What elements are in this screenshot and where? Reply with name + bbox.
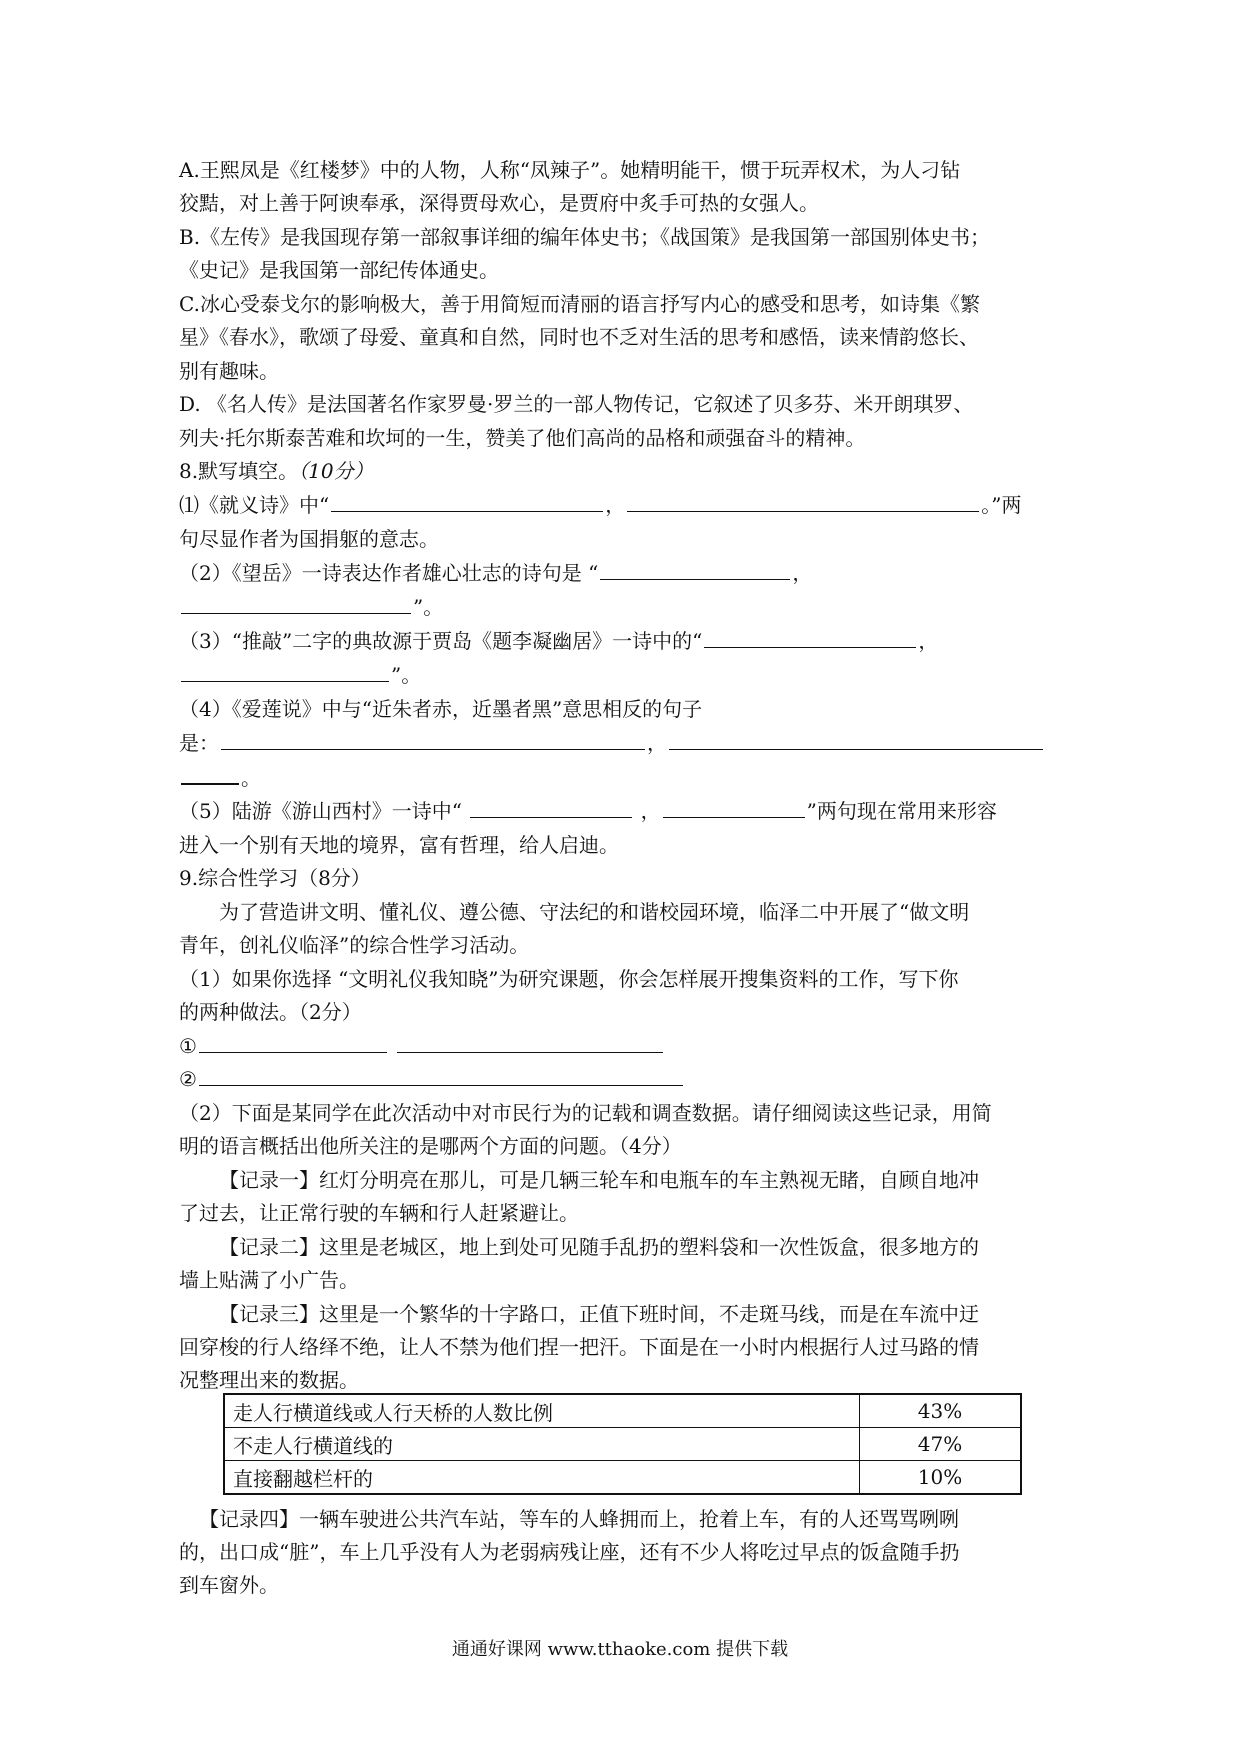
q8-title: [179, 457, 374, 485]
record4-line1: 【记录四】一辆车驶进公共汽车站，等车的人蜂拥而上，抢着上车，有的人还骂骂咧咧: [199, 1507, 959, 1531]
q8-item4-line2: [179, 729, 1045, 757]
record4-line2: 的，出口成“脏”，车上几乎没有人为老弱病残让座，还有不少人将吃过早点的饭盒随手扔: [179, 1540, 960, 1564]
option-a-line1: A.王熙凤是《红楼梦》中的人物，人称“凤辣子”。她精明能干，惯于玩弄权术，为人刁钻: [179, 158, 961, 182]
q8-item5-blank1[interactable]: [470, 797, 632, 818]
table-row: [224, 1394, 1021, 1428]
table-cell-value: 43%: [860, 1394, 1022, 1428]
option-a-line2: 狡黠，对上善于阿谀奉承，深得贾母欢心，是贾府中炙手可热的女强人。: [179, 191, 819, 215]
table-cell-label: 走人行横道线或人行天桥的人数比例: [224, 1394, 860, 1428]
q9-intro-line1: 为了营造讲文明、懂礼仪、遵公德、守法纪的和谐校园环境，临泽二中开展了“做文明: [219, 900, 970, 924]
q8-item5-blank2[interactable]: [663, 797, 805, 818]
q8-item2: [179, 559, 812, 587]
option-b-line1: B.《左传》是我国现存第一部叙事详细的编年体史书；《战国策》是我国第一部国别体史书；: [179, 225, 991, 249]
q8-item1: [179, 491, 1021, 519]
q8-item2-end: ”。: [413, 595, 444, 619]
record3-line3: 况整理出来的数据。: [179, 1368, 359, 1392]
q9-sub1-line1: （1）如果你选择 “文明礼仪我知晓”为研究课题，你会怎样展开搜集资料的工作，写下你: [179, 967, 959, 991]
q8-item5-prefix: （5）陆游《游山西村》一诗中“: [179, 799, 469, 823]
option-d-line1: D. 《名人传》是法国著名作家罗曼·罗兰的一部人物传记，它叙述了贝多芬、米开朗琪罗、: [179, 392, 974, 416]
table-cell-label: 不走人行横道线的: [224, 1428, 860, 1461]
q9-sub2-line2: 明的语言概括出他所关注的是哪两个方面的问题。（4分）: [179, 1134, 682, 1158]
option-b-line2: 《史记》是我国第一部纪传体通史。: [179, 258, 499, 282]
q8-item2-blank2[interactable]: [181, 593, 411, 614]
q8-item1-blank1[interactable]: [331, 491, 603, 512]
table-cell-value: 10%: [860, 1461, 1022, 1495]
option-c-line2: 星》《春水》，歌颂了母爱、童真和自然，同时也不乏对生活的思考和感悟，读来情韵悠长、: [179, 325, 979, 349]
q8-item3-blank2[interactable]: [181, 661, 389, 682]
q9-answer1: [179, 1032, 665, 1060]
q9-answer1-blank1[interactable]: [199, 1032, 387, 1053]
q8-title-text: 8.默写填空。: [179, 459, 299, 483]
q8-item3-end: ”。: [391, 663, 422, 687]
q9-answer2-mark: ②: [179, 1067, 197, 1091]
q8-item4-comma: ，: [647, 731, 667, 755]
record2-line1: 【记录二】这里是老城区，地上到处可见随手乱扔的塑料袋和一次性饭盒，很多地方的: [219, 1235, 979, 1259]
q8-item3-prefix: （3）“推敲”二字的典故源于贾岛《题李凝幽居》一诗中的“: [179, 629, 703, 653]
q8-item1-blank2[interactable]: [627, 491, 979, 512]
record1-line2: 了过去，让正常行驶的车辆和行人赶紧避让。: [179, 1201, 579, 1225]
table-cell-value: 47%: [860, 1428, 1022, 1461]
q9-sub2-line1: （2）下面是某同学在此次活动中对市民行为的记载和调查数据。请仔细阅读这些记录，用简: [179, 1101, 992, 1125]
table-cell-label: 直接翻越栏杆的: [224, 1461, 860, 1495]
record1-line1: 【记录一】红灯分明亮在那儿，可是几辆三轮车和电瓶车的车主熟视无睹，自顾自地冲: [219, 1168, 979, 1192]
q8-item3-comma: ，: [918, 629, 939, 653]
q8-item5: [179, 797, 997, 825]
q9-sub1-line2: 的两种做法。（2分）: [179, 1000, 362, 1024]
q8-item1-prefix: ⑴《就义诗》中“: [179, 493, 330, 517]
q8-item3: [179, 627, 938, 655]
q9-answer1-mark: ①: [179, 1034, 197, 1058]
q9-intro-line2: 青年，创礼仪临泽”的综合性学习活动。: [179, 933, 530, 957]
q8-item5-line2: 进入一个别有天地的境界，富有哲理，给人启迪。: [179, 833, 619, 857]
q8-item5-suffix: ”两句现在常用来形容: [806, 799, 997, 823]
q8-item1-suffix: 。”两: [981, 493, 1022, 517]
q8-item2-line2: [179, 593, 443, 621]
record3-line1: 【记录三】这里是一个繁华的十字路口，正值下班时间，不走斑马线，而是在车流中迂: [219, 1302, 979, 1326]
q9-answer2-blank[interactable]: [199, 1065, 683, 1086]
record4-line3: 到车窗外。: [179, 1573, 279, 1597]
table-row: [224, 1461, 1021, 1495]
q9-answer1-blank2[interactable]: [397, 1032, 663, 1053]
q9-answer2: [179, 1065, 685, 1093]
q8-item4-blank2[interactable]: [669, 729, 1043, 750]
record3-line2: 回穿梭的行人络绎不绝，让人不禁为他们捏一把汗。下面是在一小时内根据行人过马路的情: [179, 1335, 979, 1359]
q8-item4-line1: （4）《爱莲说》中与“近朱者赤，近墨者黑”意思相反的句子: [179, 697, 703, 721]
survey-table: [223, 1393, 1022, 1495]
option-c-line3: 别有趣味。: [179, 359, 279, 383]
q8-item2-prefix: （2）《望岳》一诗表达作者雄心壮志的诗句是 “: [179, 561, 599, 585]
q8-score: （10分）: [298, 459, 374, 483]
q8-item5-comma: ，: [634, 799, 661, 823]
page-footer: 通通好课网 www.tthaoke.com 提供下载: [451, 1639, 789, 1660]
q8-item3-blank1[interactable]: [704, 627, 916, 648]
table-row: [224, 1428, 1021, 1461]
option-d-line2: 列夫·托尔斯泰苦难和坎坷的一生，赞美了他们高尚的品格和顽强奋斗的精神。: [179, 426, 866, 450]
q8-item4-blank3[interactable]: [181, 763, 239, 785]
option-c-line1: C.冰心受泰戈尔的影响极大，善于用简短而清丽的语言抒写内心的感受和思考，如诗集《繁: [179, 292, 980, 316]
q8-item4-prefix: 是：: [179, 731, 219, 755]
q8-item1-line2: 句尽显作者为国捐躯的意志。: [179, 527, 439, 551]
record2-line2: 墙上贴满了小广告。: [179, 1268, 359, 1292]
q8-item3-line2: [179, 661, 421, 689]
q8-item4-line3: [179, 763, 261, 792]
q8-item1-comma: ，: [605, 493, 626, 517]
q8-item2-blank1[interactable]: [600, 559, 790, 580]
q9-title: 9.综合性学习（8分）: [179, 866, 371, 890]
q8-item4-blank1[interactable]: [221, 729, 645, 750]
q8-item4-end: 。: [241, 766, 261, 790]
q8-item2-comma: ，: [792, 561, 813, 585]
